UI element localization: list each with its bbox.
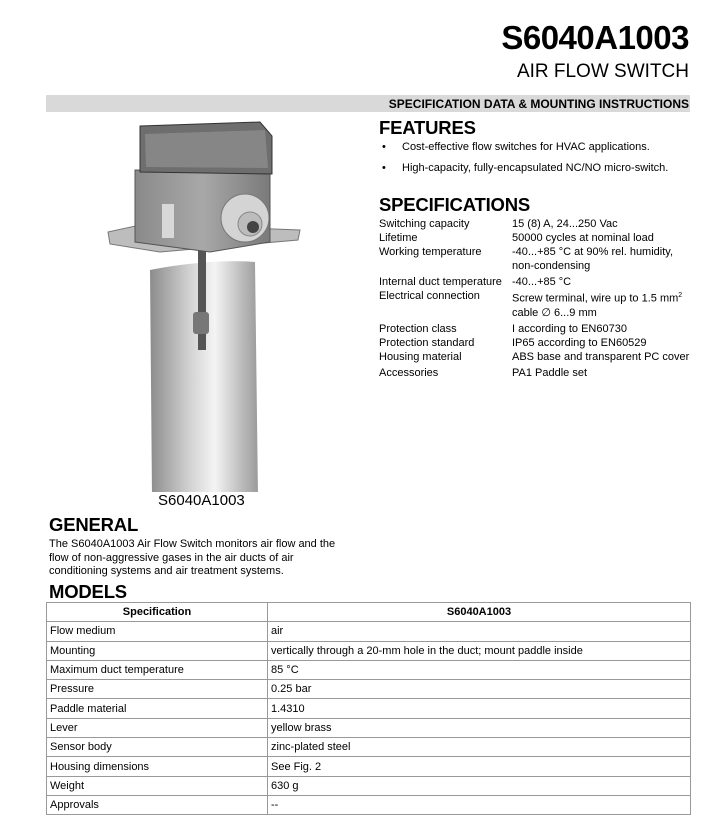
models-table (46, 602, 691, 815)
table-header-row (47, 603, 691, 622)
features-heading: FEATURES (379, 117, 476, 138)
general-heading: GENERAL (49, 514, 139, 535)
header-bar-text: SPECIFICATION DATA & MOUNTING INSTRUCTIONS (388, 97, 689, 111)
spec-row: Accessories PA1 Paddle set (379, 366, 588, 379)
feature-item: • High-capacity, fully-encapsulated NC/NO micro-switch. (380, 161, 668, 182)
table-row: Lever yellow brass (47, 718, 691, 737)
spec-row: Lifetime 50000 cycles at nominal load (379, 232, 654, 244)
specifications-table (379, 217, 690, 380)
specifications-heading: SPECIFICATIONS (379, 194, 531, 215)
models-heading: MODELS (49, 581, 127, 602)
product-photo (100, 112, 310, 492)
table-row: Flow medium air (47, 622, 691, 641)
housing-label (162, 204, 174, 238)
table-row: Housing dimensions See Fig. 2 (47, 757, 691, 776)
photo-caption: S6040A1003 (158, 492, 245, 509)
spec-row: Protection class I according to EN60730 (379, 322, 627, 335)
document-subtitle: AIR FLOW SWITCH (516, 61, 689, 82)
table-row: Approvals -- (47, 795, 691, 814)
document-title: S6040A1003 (501, 19, 689, 56)
table-row: Weight 630 g (47, 776, 691, 795)
spec-row: Protection standard IP65 according to EN60529 (379, 336, 647, 349)
spec-row: Working temperature -40...+85 °C at 90% rel. humidity, non-condensing (379, 246, 674, 272)
column-header: S6040A1003 (268, 603, 691, 622)
general-text: The S6040A1003 Air Flow Switch monitors air flow and the flow of non-aggressive gases in the air ducts of air conditioning systems and air treatment systems. (49, 538, 336, 577)
spec-row: Switching capacity 15 (8) A, 24...250 Vac (379, 218, 618, 230)
table-row: Paddle material 1.4310 (47, 699, 691, 718)
lever-clamp (193, 312, 209, 334)
spec-row: Internal duct temperature -40...+85 °C (379, 276, 572, 288)
table-row: Maximum duct temperature 85 °C (47, 660, 691, 679)
table-row: Mounting vertically through a 20-mm hole in the duct; mount paddle inside (47, 641, 691, 660)
table-row: Pressure 0.25 bar (47, 680, 691, 699)
feature-item: • Cost-effective flow switches for HVAC applications. (380, 140, 668, 161)
spec-row: Housing material ABS base and transparent PC cover (379, 350, 690, 363)
column-header: Specification (47, 603, 268, 622)
table-row: Sensor body zinc-plated steel (47, 738, 691, 757)
spec-row: Electrical connection Screw terminal, wire up to 1.5 $mm^2$ cable ∅ 6...9 mm (379, 290, 683, 319)
features-list (380, 140, 668, 182)
